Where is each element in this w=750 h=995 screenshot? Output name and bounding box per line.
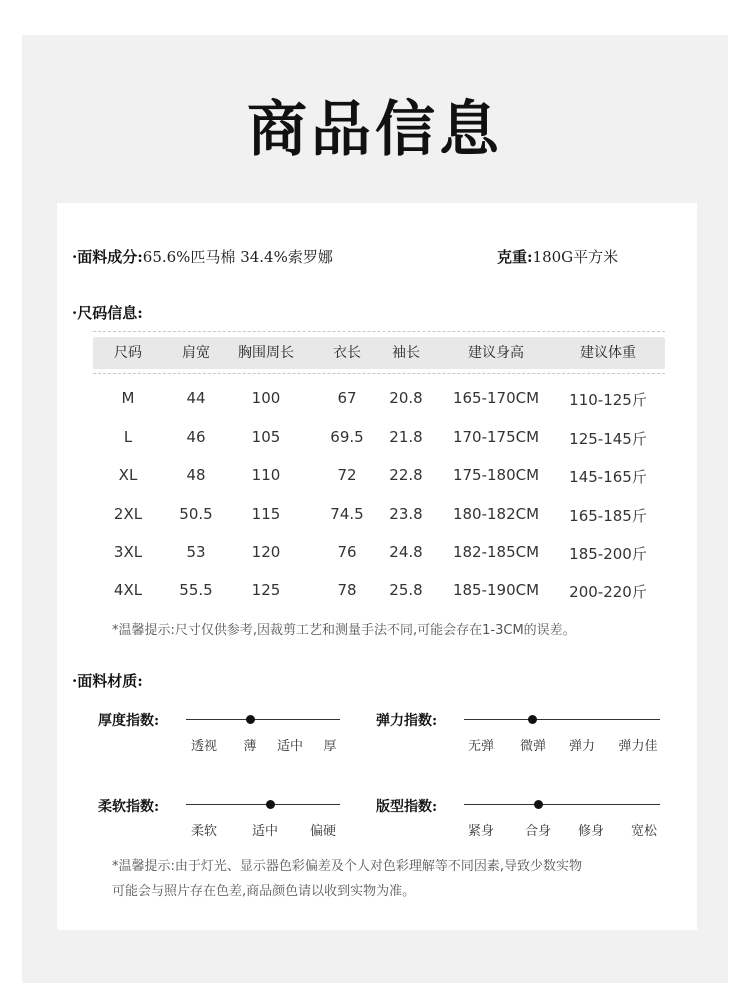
scale-option: 透视 — [190, 739, 217, 754]
cell-size: L — [123, 428, 133, 446]
divider-bottom — [93, 373, 665, 374]
scale-option: 合身 — [524, 824, 551, 839]
thickness-label: 厚度指数: — [98, 713, 160, 729]
bullet-icon: · — [72, 672, 78, 690]
cell-length: 76 — [337, 543, 357, 561]
scale-option: 紧身 — [467, 824, 494, 839]
thickness-track — [186, 719, 340, 720]
cell-height: 182-185CM — [452, 543, 540, 561]
divider-top — [93, 331, 665, 332]
cell-length: 72 — [337, 466, 357, 484]
cell-shoulder: 48 — [186, 466, 206, 484]
cell-shoulder: 55.5 — [179, 581, 213, 599]
elasticity-label: 弹力指数: — [376, 713, 438, 729]
cell-sleeve: 20.8 — [389, 389, 423, 407]
cell-weight: 125-145斤 — [569, 430, 647, 448]
cell-size: 4XL — [113, 581, 143, 599]
cell-weight: 110-125斤 — [569, 391, 647, 409]
cell-size: XL — [118, 466, 138, 484]
cell-length: 78 — [337, 581, 357, 599]
material-section-label: 面料材质: — [77, 672, 143, 690]
material-section-heading — [72, 670, 143, 691]
cell-size: 2XL — [113, 505, 143, 523]
elasticity-track — [464, 719, 660, 720]
cell-weight: 185-200斤 — [569, 545, 647, 563]
cell-length: 69.5 — [330, 428, 364, 446]
size-table-header — [93, 337, 665, 369]
th-shoulder: 肩宽 — [182, 345, 210, 361]
cell-chest: 110 — [251, 466, 281, 484]
size-section-label: 尺码信息: — [77, 304, 143, 322]
cell-length: 67 — [337, 389, 357, 407]
scale-option: 修身 — [577, 824, 604, 839]
fabric-value: 65.6%匹马棉 34.4%索罗娜 — [142, 248, 333, 266]
bullet-icon: · — [72, 304, 78, 322]
cell-sleeve: 21.8 — [389, 428, 423, 446]
cell-sleeve: 24.8 — [389, 543, 423, 561]
scale-option: 适中 — [276, 739, 303, 754]
cell-sleeve: 22.8 — [389, 466, 423, 484]
scale-option: 偏硬 — [309, 824, 336, 839]
cell-weight: 145-165斤 — [569, 468, 647, 486]
cell-chest: 120 — [251, 543, 281, 561]
scale-option: 弹力 — [568, 739, 595, 754]
softness-label: 柔软指数: — [98, 799, 160, 815]
cell-shoulder: 46 — [186, 428, 206, 446]
softness-track — [186, 804, 340, 805]
cell-shoulder: 53 — [186, 543, 206, 561]
cell-height: 165-170CM — [452, 389, 540, 407]
page-title: 商品信息 — [247, 95, 503, 165]
cell-shoulder: 50.5 — [179, 505, 213, 523]
cell-sleeve: 25.8 — [389, 581, 423, 599]
th-chest: 胸围周长 — [238, 345, 294, 361]
scale-option: 宽松 — [630, 824, 657, 839]
cell-height: 175-180CM — [452, 466, 540, 484]
fit-marker — [534, 800, 543, 809]
cell-chest: 105 — [251, 428, 281, 446]
scale-option: 薄 — [243, 739, 257, 754]
fabric-label-row — [72, 246, 333, 267]
scale-option: 无弹 — [467, 739, 494, 754]
cell-height: 180-182CM — [452, 505, 540, 523]
th-length: 衣长 — [333, 345, 361, 361]
cell-chest: 100 — [251, 389, 281, 407]
size-note: *温馨提示:尺寸仅供参考,因裁剪工艺和测量手法不同,可能会存在1-3CM的误差。 — [112, 623, 576, 638]
th-size: 尺码 — [114, 345, 142, 361]
weight-label: 克重: — [497, 248, 533, 266]
th-weight: 建议体重 — [580, 345, 636, 361]
cell-sleeve: 23.8 — [389, 505, 423, 523]
color-note-line2: 可能会与照片存在色差,商品颜色请以收到实物为准。 — [112, 884, 416, 899]
weight-value: 180G平方米 — [532, 248, 619, 266]
cell-length: 74.5 — [330, 505, 364, 523]
cell-weight: 200-220斤 — [569, 583, 647, 601]
scale-option: 适中 — [251, 824, 278, 839]
scale-option: 柔软 — [190, 824, 217, 839]
scale-option: 微弹 — [519, 739, 546, 754]
scale-option: 弹力佳 — [618, 739, 658, 754]
cell-weight: 165-185斤 — [569, 507, 647, 525]
fit-label: 版型指数: — [376, 799, 438, 815]
color-note-line1: *温馨提示:由于灯光、显示器色彩偏差及个人对色彩理解等不同因素,导致少数实物 — [112, 859, 583, 874]
size-section-heading — [72, 302, 143, 323]
th-height: 建议身高 — [468, 345, 524, 361]
cell-height: 170-175CM — [452, 428, 540, 446]
scale-option: 厚 — [323, 739, 337, 754]
cell-chest: 125 — [251, 581, 281, 599]
cell-chest: 115 — [251, 505, 281, 523]
cell-shoulder: 44 — [186, 389, 206, 407]
fit-track — [464, 804, 660, 805]
weight-row — [497, 246, 618, 267]
th-sleeve: 袖长 — [392, 345, 420, 361]
bullet-icon: · — [72, 248, 78, 266]
cell-size: M — [121, 389, 135, 407]
cell-height: 185-190CM — [452, 581, 540, 599]
cell-size: 3XL — [113, 543, 143, 561]
fabric-label: 面料成分: — [77, 248, 143, 266]
